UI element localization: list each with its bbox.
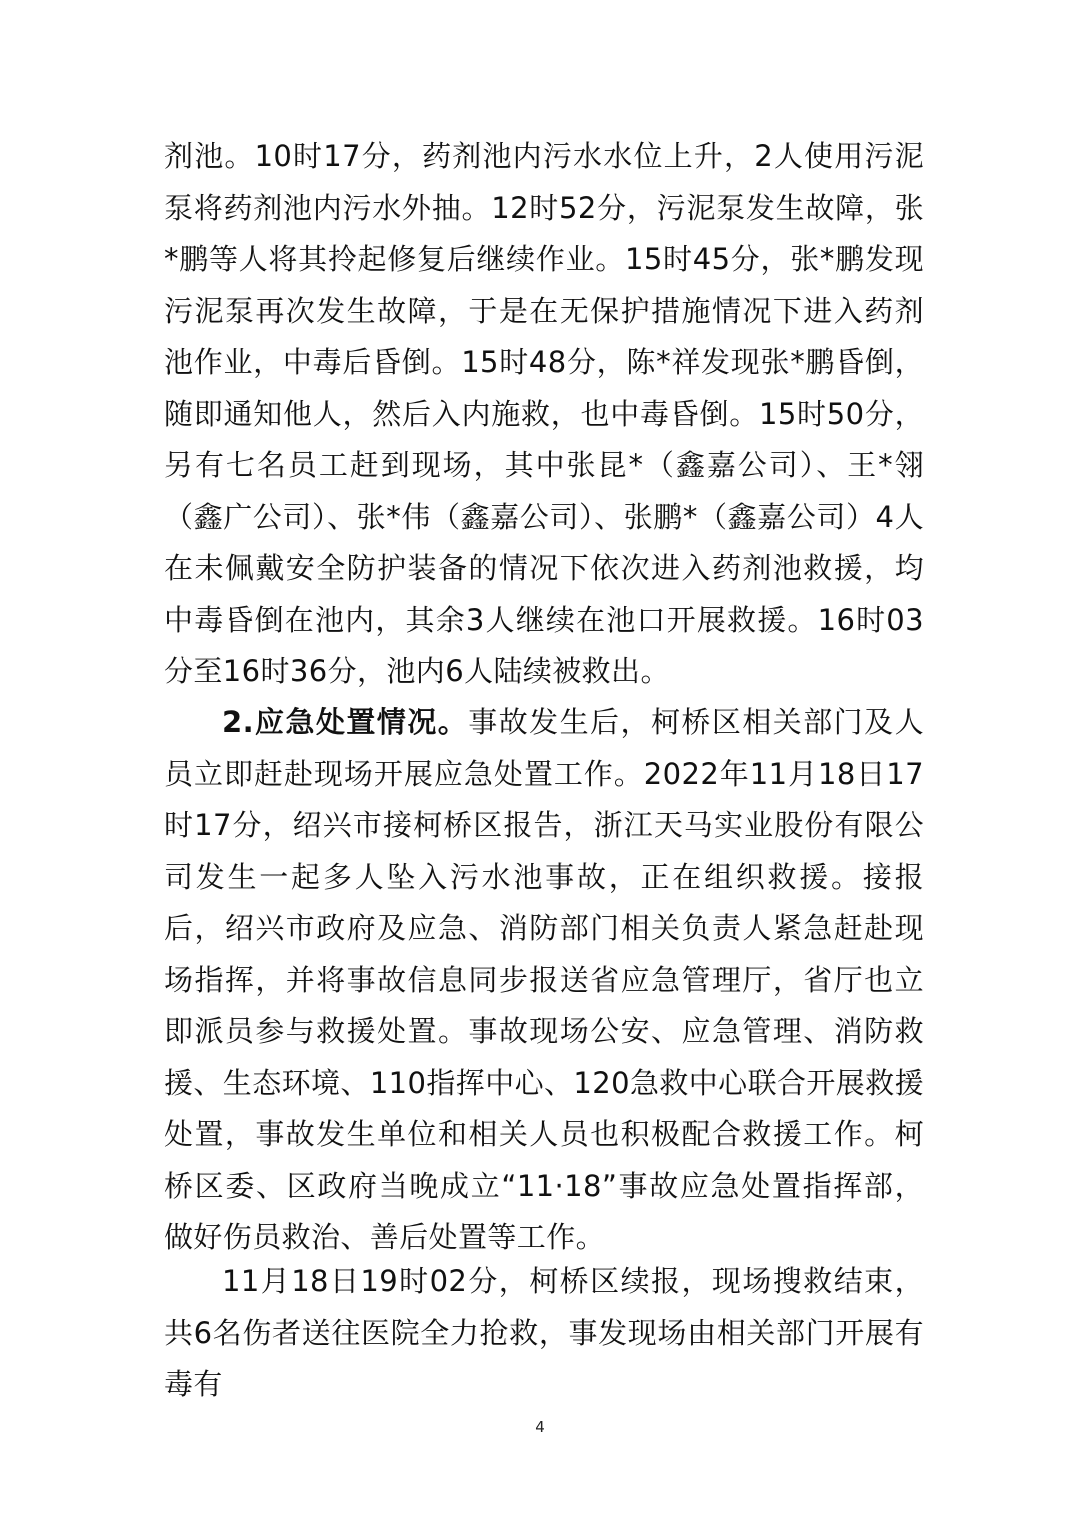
paragraph-emergency-response-body: 事故发生后，柯桥区相关部门及人员立即赶赴现场开展应急处置工作。2022年11月18日17时17分，绍兴市接柯桥区报告，浙江天马实业股份有限公司发生一起多人坠入污水池事故，正在组织救援。接报后，绍兴市政府及应急、消防部门相关负责人紧急赶赴现场指挥，并将事故信息同步报送省应急管理厅，省厅也立即派员参与救援处置。事故现场公安、应急管理、消防救援、生态环境、110指挥中心、120急救中心联合开展救援处置，事故发生单位和相关人员也积极配合救援工作。柯桥区委、区政府当晚成立“11·18”事故应急处置指挥部，做好伤员救治、善后处置等工作。: [164, 705, 924, 1254]
paragraph-follow-up-report: 11月18日19时02分，柯桥区续报，现场搜救结束，共6名伤者送往医院全力抢救，事发现场由相关部门开展有毒有: [164, 1264, 924, 1401]
page-number: 4: [535, 1418, 545, 1436]
section-heading-emergency-response: 2.应急处置情况。: [222, 705, 469, 739]
paragraph-emergency-response: [164, 697, 924, 1264]
paragraph-accident-timeline: 剂池。10时17分，药剂池内污水水位上升，2人使用污泥泵将药剂池内污水外抽。12时52分，污泥泵发生故障，张*鹏等人将其拎起修复后继续作业。15时45分，张*鹏发现污泥泵再次发生故障，于是在无保护措施情况下进入药剂池作业，中毒后昏倒。15时48分，陈*祥发现张*鹏昏倒，随即通知他人，然后入内施救，也中毒昏倒。15时50分，另有七名员工赶到现场，其中张昆*（鑫嘉公司）、王*翎（鑫广公司）、张*伟（鑫嘉公司）、张鹏*（鑫嘉公司）4人在未佩戴安全防护装备的情况下依次进入药剂池救援，均中毒昏倒在池内，其余3人继续在池口开展救援。16时03分至16时36分，池内6人陆续被救出。: [164, 139, 924, 688]
